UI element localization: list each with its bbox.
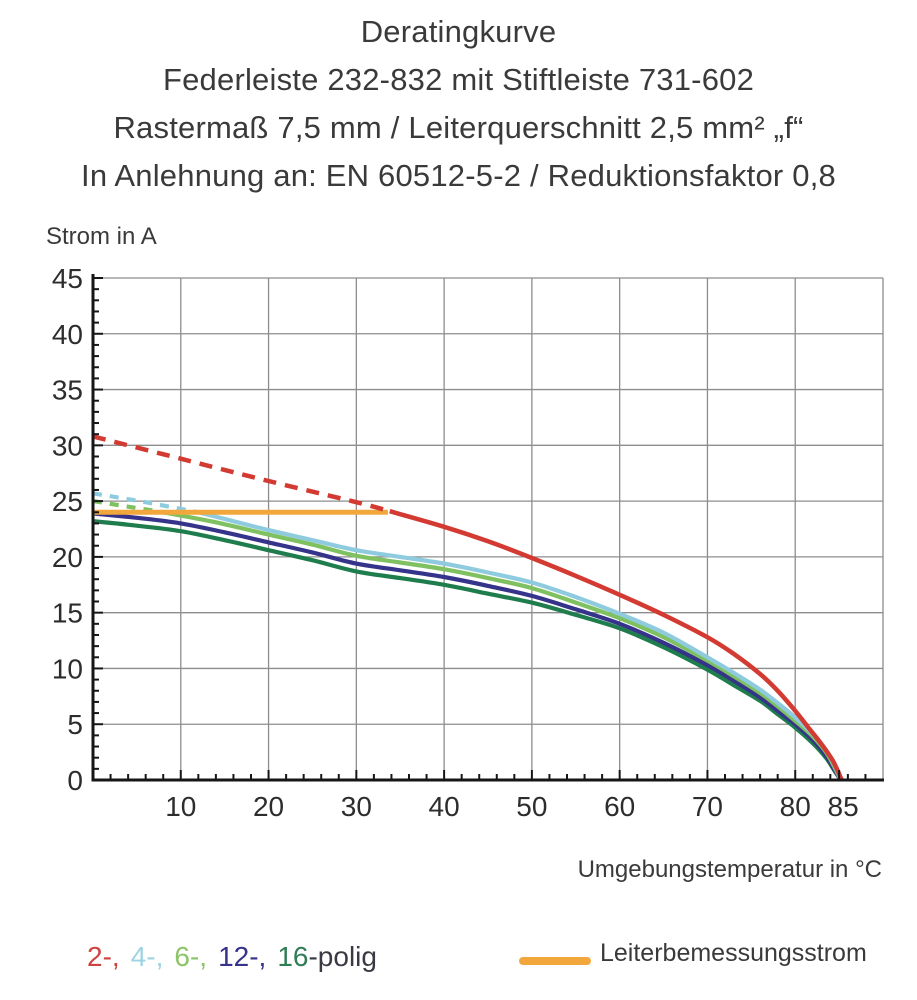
rated-current-label: Leiterbemessungsstrom (600, 939, 867, 967)
y-tick-label-0: 0 (67, 765, 83, 796)
x-tick-label-30: 30 (340, 791, 372, 822)
x-tick-label-70: 70 (691, 791, 724, 822)
y-tick-label-45: 45 (51, 263, 83, 294)
x-tick-label-85: 85 (827, 791, 859, 822)
curve-6-polig (163, 512, 841, 780)
y-tick-label-35: 35 (51, 374, 83, 406)
x-tick-label-40: 40 (428, 791, 460, 822)
chart-title-line-1: Deratingkurve (360, 14, 557, 49)
x-tick-label-60: 60 (604, 791, 636, 822)
legend-4-polig: 4-, (130, 941, 164, 972)
curve-2-polig (93, 436, 390, 511)
legend-12-polig: 12-, (218, 941, 267, 972)
legend-6-polig: 6-, (174, 941, 208, 972)
x-tick-label-20: 20 (252, 791, 285, 822)
legend-polig-suffix: -polig (308, 941, 377, 972)
chart-title-line-4: In Anlehnung an: EN 60512-5-2 / Reduktionsfaktor 0,8 (81, 158, 836, 193)
y-tick-label-15: 15 (51, 597, 83, 629)
curves (93, 436, 842, 780)
y-tick-label-40: 40 (51, 318, 83, 350)
pole-legend (87, 941, 377, 973)
y-tick-label-20: 20 (51, 541, 83, 573)
chart-title-line-3: Rastermaß 7,5 mm / Leiterquerschnitt 2,5 mm² „f“ (113, 110, 804, 145)
y-axis-title: Strom in A (46, 223, 157, 250)
curve-12-polig (93, 513, 841, 780)
chart-title-line-2: Federleiste 232-832 mit Stiftleiste 731-602 (162, 62, 755, 97)
tick-labels (52, 263, 859, 822)
legend-2-polig: 2-, (87, 941, 120, 972)
x-axis-title: Umgebungstemperatur in °C (577, 856, 882, 883)
y-tick-label-5: 5 (67, 709, 83, 741)
curve-2-polig (390, 511, 842, 780)
rated-current-swatch (519, 957, 591, 965)
y-tick-label-30: 30 (51, 430, 83, 462)
x-tick-label-50: 50 (516, 791, 548, 822)
x-tick-label-80: 80 (779, 791, 811, 822)
y-tick-label-25: 25 (51, 486, 83, 518)
x-tick-label-10: 10 (165, 791, 197, 822)
legend-16-polig: 16 (277, 941, 309, 972)
y-tick-label-10: 10 (51, 653, 83, 685)
